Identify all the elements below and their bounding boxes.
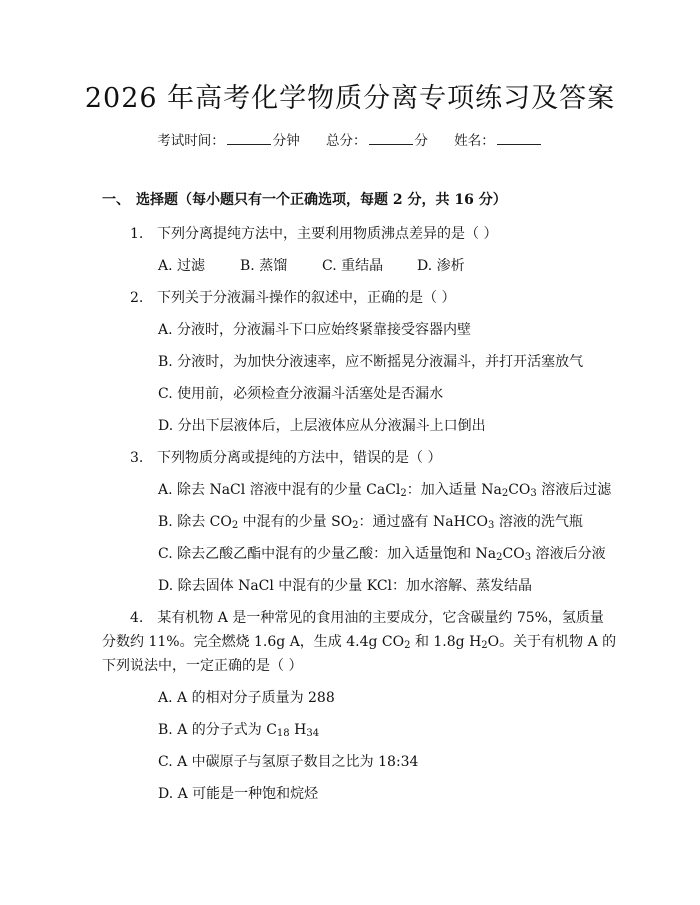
option-text: 溶液的洗气瓶: [494, 514, 583, 530]
exam-time-unit: 分钟: [272, 133, 300, 149]
total-score-unit: 分: [414, 133, 428, 149]
option-text: ：通过盛有 NaHCO: [358, 514, 488, 530]
subscript: 34: [306, 728, 320, 739]
question-3-option-c: [158, 544, 606, 564]
option-text: H: [289, 722, 307, 738]
question-4-stem-line-1: 4. 某有机物 A 是一种常见的食用油的主要成分，它含碳量约 75%，氢质量: [130, 610, 604, 626]
option-text: 中混有的少量 SO: [238, 514, 353, 530]
question-2-option-a: A. 分液时，分液漏斗下口应始终紧靠接受容器内壁: [158, 322, 472, 338]
exam-time-blank[interactable]: [227, 130, 271, 145]
option-d: D. 渗析: [417, 258, 465, 274]
question-2-option-b: B. 分液时，为加快分液速率，应不断摇晃分液漏斗，并打开活塞放气: [158, 354, 584, 370]
exam-info-line: [0, 130, 700, 151]
subscript: 2: [501, 488, 509, 499]
total-score-field: [326, 130, 428, 151]
stem-text: O。关于有机物 A 的: [487, 634, 617, 650]
subscript: 2: [400, 488, 407, 499]
stem-text: 和 1.8g H: [410, 634, 482, 650]
option-text: B. A 的分子式为 C: [158, 722, 277, 738]
student-name-blank[interactable]: [497, 130, 541, 145]
section-number: 一、: [102, 192, 130, 208]
total-score-blank[interactable]: [369, 130, 413, 145]
exam-time-field: [157, 130, 300, 151]
subscript: 3: [524, 552, 532, 563]
option-b: B. 蒸馏: [240, 258, 288, 274]
option-text: B. 除去 CO: [158, 514, 232, 530]
question-text: 下列物质分离或提纯的方法中，错误的是（ ）: [157, 450, 442, 466]
question-2-option-c: C. 使用前，必须检查分液漏斗活塞处是否漏水: [158, 386, 444, 402]
subscript: 3: [488, 520, 495, 531]
option-a: A. 过滤: [158, 258, 206, 274]
question-number: 2.: [130, 290, 144, 306]
option-text: 溶液后分液: [531, 546, 606, 562]
question-4-option-a: A. A 的相对分子质量为 288: [158, 690, 335, 706]
stem-text: 分数约 11%。完全燃烧 1.6g A，生成 4.4g CO: [102, 634, 405, 650]
question-3-option-b: [158, 512, 583, 532]
question-3-option-a: [158, 480, 611, 500]
question-text: 下列分离提纯方法中，主要利用物质沸点差异的是（ ）: [157, 226, 498, 242]
question-2-option-d: D. 分出下层液体后，上层液体应从分液漏斗上口倒出: [158, 418, 486, 434]
question-number: 3.: [130, 450, 144, 466]
page-title: 2026 年高考化学物质分离专项练习及答案: [84, 83, 616, 114]
question-text: 下列关于分液漏斗操作的叙述中，正确的是（ ）: [157, 290, 456, 306]
subscript: 2: [404, 640, 411, 651]
option-text: ：加入适量 Na: [406, 482, 502, 498]
subscript: 2: [496, 552, 503, 563]
question-4-stem-line-3: 下列说法中，一定正确的是（ ）: [102, 658, 303, 674]
question-3-option-d: D. 除去固体 NaCl 中混有的少量 KCl：加水溶解、蒸发结晶: [158, 578, 533, 594]
question-1-options: [158, 256, 465, 276]
question-1-stem: [130, 224, 497, 244]
section-heading: [102, 190, 507, 210]
option-text: CO: [508, 482, 531, 498]
exam-time-label: 考试时间：: [157, 133, 225, 149]
subscript: 18: [276, 728, 290, 739]
subscript: 3: [530, 488, 537, 499]
question-4-stem-line-2: [102, 632, 616, 652]
question-2-stem: [130, 288, 455, 308]
question-3-stem: [130, 448, 441, 468]
option-text: C. 除去乙酸乙酯中混有的少量乙酸：加入适量饱和 Na: [158, 546, 497, 562]
question-4-option-d: D. A 可能是一种饱和烷烃: [158, 786, 319, 802]
option-c: C. 重结晶: [322, 258, 384, 274]
subscript: 2: [352, 520, 359, 531]
question-number: 1.: [130, 226, 144, 242]
option-text: A. 除去 NaCl 溶液中混有的少量 CaCl: [158, 482, 401, 498]
question-4-option-b: [158, 720, 319, 740]
student-name-label: 姓名：: [454, 133, 495, 149]
student-name-field: [454, 130, 543, 151]
total-score-label: 总分：: [326, 133, 367, 149]
section-title: 选择题（每小题只有一个正确选项，每题 2 分，共 16 分）: [136, 192, 507, 208]
question-4-option-c: C. A 中碳原子与氢原子数目之比为 18:34: [158, 754, 419, 770]
option-text: 溶液后过滤: [536, 482, 612, 498]
subscript: 2: [231, 520, 239, 531]
subscript: 2: [481, 640, 488, 651]
option-text: CO: [502, 546, 525, 562]
